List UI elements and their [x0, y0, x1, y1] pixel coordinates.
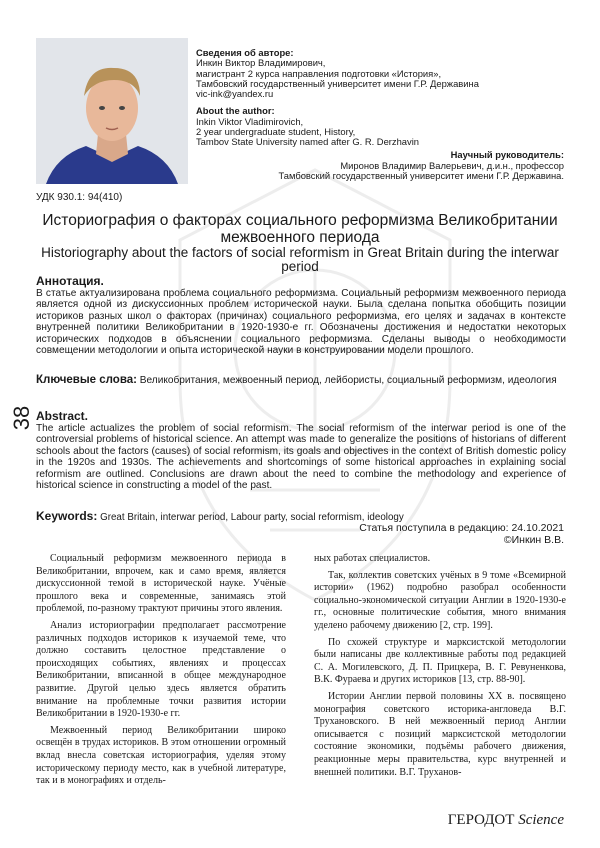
author-ru-position: магистрант 2 курса направления подготовки «История»,: [196, 67, 442, 79]
abstract-heading: Abstract.: [36, 409, 89, 423]
journal-brand-suffix: Science: [518, 812, 564, 828]
keywords-ru-label: Ключевые слова:: [36, 374, 137, 386]
annotation-heading: Аннотация.: [36, 274, 104, 288]
journal-logo: [448, 812, 564, 829]
supervisor-university: Тамбовский государственный университет имени Г.Р. Державина.: [278, 170, 564, 181]
keywords-en-text: Great Britain, interwar period, Labour party, social reformism, ideology: [100, 512, 404, 523]
page-number: [6, 398, 36, 438]
journal-brand: ГЕРОДОТ: [447, 812, 515, 828]
keywords-en-label: Keywords:: [36, 509, 98, 523]
supervisor-info: [234, 150, 564, 182]
author-photo: [36, 38, 188, 184]
body-column-right: [314, 553, 566, 779]
paragraph: Межвоенный период Великобритании широко освещён в трудах историков. В этом отношении огромный вклад внесла советская историография, уделяя этому историческому периоду место, как в учебной литературе, так и в монографиях и отдель-: [36, 724, 286, 787]
paragraph: Социальный реформизм межвоенного периода в Великобритании, впрочем, как и само время, является дискуссионной темой в исторической науке. Учёные прошлого века и современные, занимаясь этой проблемой, по-разному трактуют причины этого явления.: [36, 553, 286, 615]
title-english: Historiography about the factors of social reformism in Great Britain during the interwar period: [41, 245, 559, 274]
author-ru-name: Инкин Виктор Владимирович,: [196, 57, 326, 69]
title-russian: Историография о факторах социального реформизма Великобритании межвоенного периода: [42, 212, 558, 246]
body-column-left: [36, 553, 286, 788]
supervisor-heading: Научный руководитель:: [450, 149, 564, 160]
udc-code: УДК 930.1: 94(410): [36, 192, 123, 203]
author-email: vic-ink@yandex.ru: [196, 88, 274, 100]
paragraph: Анализ историографии предполагает рассмотрение различных подходов историков к изучаемой теме, что должно составить целостное представление о происходящих событиях, явлениях и процессах Великобритании, вписанной в общее международное развитие. Другой целью здесь является обратить внимание на проблемные точки развития истории Великобритании в 1920-1930-е гг.: [36, 619, 286, 720]
received-date: Статья поступила в редакцию: 24.10.2021: [359, 522, 564, 534]
author-en-university: Tambov State University named after G. R. Derzhavin: [196, 136, 420, 148]
paragraph: ных работах специалистов.: [314, 553, 431, 564]
paragraph: Так, коллектив советских учёных в 9 томе «Всемирной истории» (1962) подробно разобрал особенности социально-экономической ситуации Англии в 1920-1930-е гг., основные политические события, много внимания уделено рабочему движению [2, стр. 199].: [314, 569, 566, 631]
paragraph: Истории Англии первой половины XX в. посвящено монография советского историка-англоведа В.Г. Трухановского. В ней межвоенный период Англии описывается с позиций марксистской методологии состояние экономики, подъёмы рабочего движения, реакционные меры правительства, курс внутренней и внешней политики. В.Г. Труханов-: [314, 690, 566, 778]
author-ru-heading: Сведения об авторе:: [196, 47, 294, 58]
author-en-position: 2 year undergraduate student, History,: [196, 126, 356, 138]
copyright: ©Инкин В.В.: [503, 534, 564, 546]
author-ru-university: Тамбовский государственный университет имени Г.Р. Державина: [196, 77, 479, 89]
keywords-ru-text: Великобритания, межвоенный период, лейбористы, социальный реформизм, идеология: [139, 375, 557, 386]
keywords-russian: [36, 374, 566, 387]
author-info: [196, 48, 566, 148]
author-en-heading: About the author:: [196, 105, 275, 117]
abstract-text: The article actualizes the problem of social reformism. The social reformism of the interwar period is one of the controversial problems of historical science. An attempt was made to generalize the positions of historians of different schools about the factors (causes) of social reformism, its goals and objectives in the context of British domestic policy in the 1920s and 1930s. The achievements and shortcomings of some historical approaches in explaining social reformism are outlined. Conclusions are drawn about the need to combine the methodology and experience of historical science in constructing a model of the past.: [36, 423, 566, 492]
page-number-text: 38: [9, 405, 34, 431]
annotation-text: В статье актуализирована проблема социального реформизма. Социальный реформизм межвоенного периода является одной из дискуссионных проблем исторической науки. Была сделана попытка обобщить позиции историков разных школ о факторах (причинах) социального реформизма, его целях и задачах в контексте внутренней политики Великобритании в 1920-1930-е гг. Обозначены достижения и недостатки некоторых исторических подходов в объяснении социального реформизма. Сделаны выводы о необходимости совмещении методологии и опыта исторической науки в конструировании модели прошлого.: [36, 288, 566, 357]
received-info: [359, 522, 564, 546]
supervisor-name: Миронов Владимир Валерьевич, д.и.н., профессор: [340, 159, 564, 171]
paragraph: По схожей структуре и марксистской методологии были написаны две коллективные работы под редакцией С. А. Могилевского, Д. П. Прицкера, В. Г. Ревуненкова, В.К. Фураева и других историков [13, стр. 88-90].: [314, 636, 566, 686]
author-en-name: Inkin Viktor Vladimirovich,: [196, 115, 304, 127]
